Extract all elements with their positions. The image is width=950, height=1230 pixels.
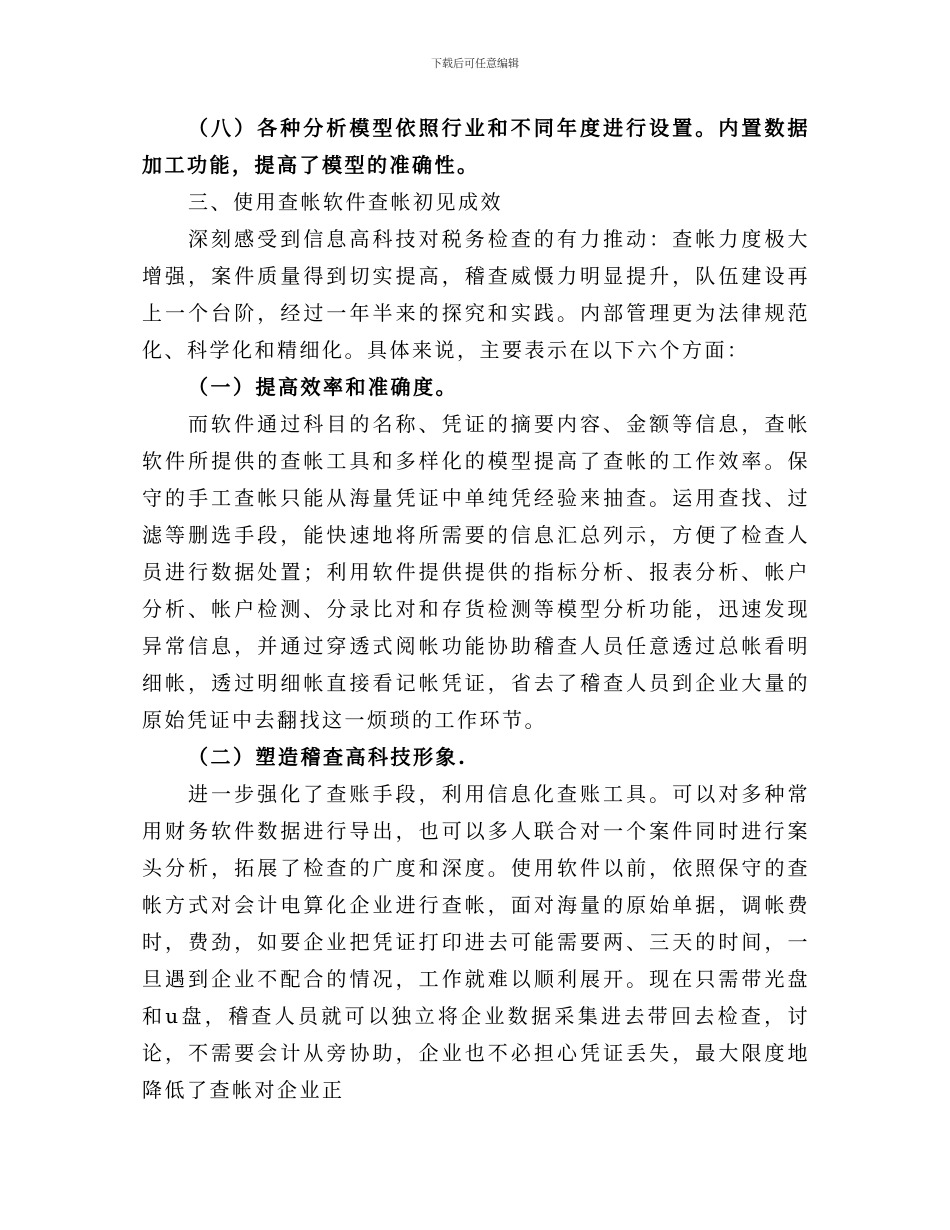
paragraph-tech-image: 进一步强化了查账手段，利用信息化查账工具。可以对多种常用财务软件数据进行导出，也可以多人联合对一个案件同时进行案头分析，拓展了检查的广度和深度。使用软件以前，依照保守的查帐方式对会计电算化企业进行查帐，面对海量的原始单据，调帐费时，费劲，如要企业把凭证打印进去可能需要两、三天的时间，一旦遇到企业不配合的情况，工作就难以顺利展开。现在只需带光盘和u盘，稽查人员就可以独立将企业数据采集进去带回去检查，讨论，不需要会计从旁协助，企业也不必担心凭证丢失，最大限度地降低了查帐对企业正 <box>142 782 810 1102</box>
paragraph-section-8: （八）各种分析模型依照行业和不同年度进行设置。内置数据加工功能，提高了模型的准确性。 <box>142 116 810 177</box>
heading-subsection-2: （二）塑造稽查高科技形象. <box>188 745 468 769</box>
document-body <box>142 110 810 1109</box>
paragraph-efficiency: 而软件通过科目的名称、凭证的摘要内容、金额等信息，查帐软件所提供的查帐工具和多样化的模型提高了查帐的工作效率。保守的手工查帐只能从海量凭证中单纯凭经验来抽查。运用查找、过滤等删选手段，能快速地将所需要的信息汇总列示，方便了检查人员进行数据处置；利用软件提供提供的指标分析、报表分析、帐户分析、帐户检测、分录比对和存货检测等模型分析功能，迅速发现异常信息，并通过穿透式阅帐功能协助稽查人员任意透过总帐看明细帐，透过明细帐直接看记帐凭证，省去了稽查人员到企业大量的原始凭证中去翻找这一烦琐的工作环节。 <box>142 412 810 732</box>
heading-subsection-1: （一）提高效率和准确度。 <box>188 375 458 399</box>
paragraph-intro: 深刻感受到信息高科技对税务检查的有力推动：查帐力度极大增强，案件质量得到切实提高，稽查威慑力明显提升，队伍建设再上一个台阶，经过一年半来的探究和实践。内部管理更为法律规范化、科学化和精细化。具体来说，主要表示在以下六个方面： <box>142 227 810 362</box>
page-header: 下载后可任意编辑 <box>431 57 519 70</box>
heading-section-3: 三、使用查帐软件查帐初见成效 <box>188 190 503 214</box>
